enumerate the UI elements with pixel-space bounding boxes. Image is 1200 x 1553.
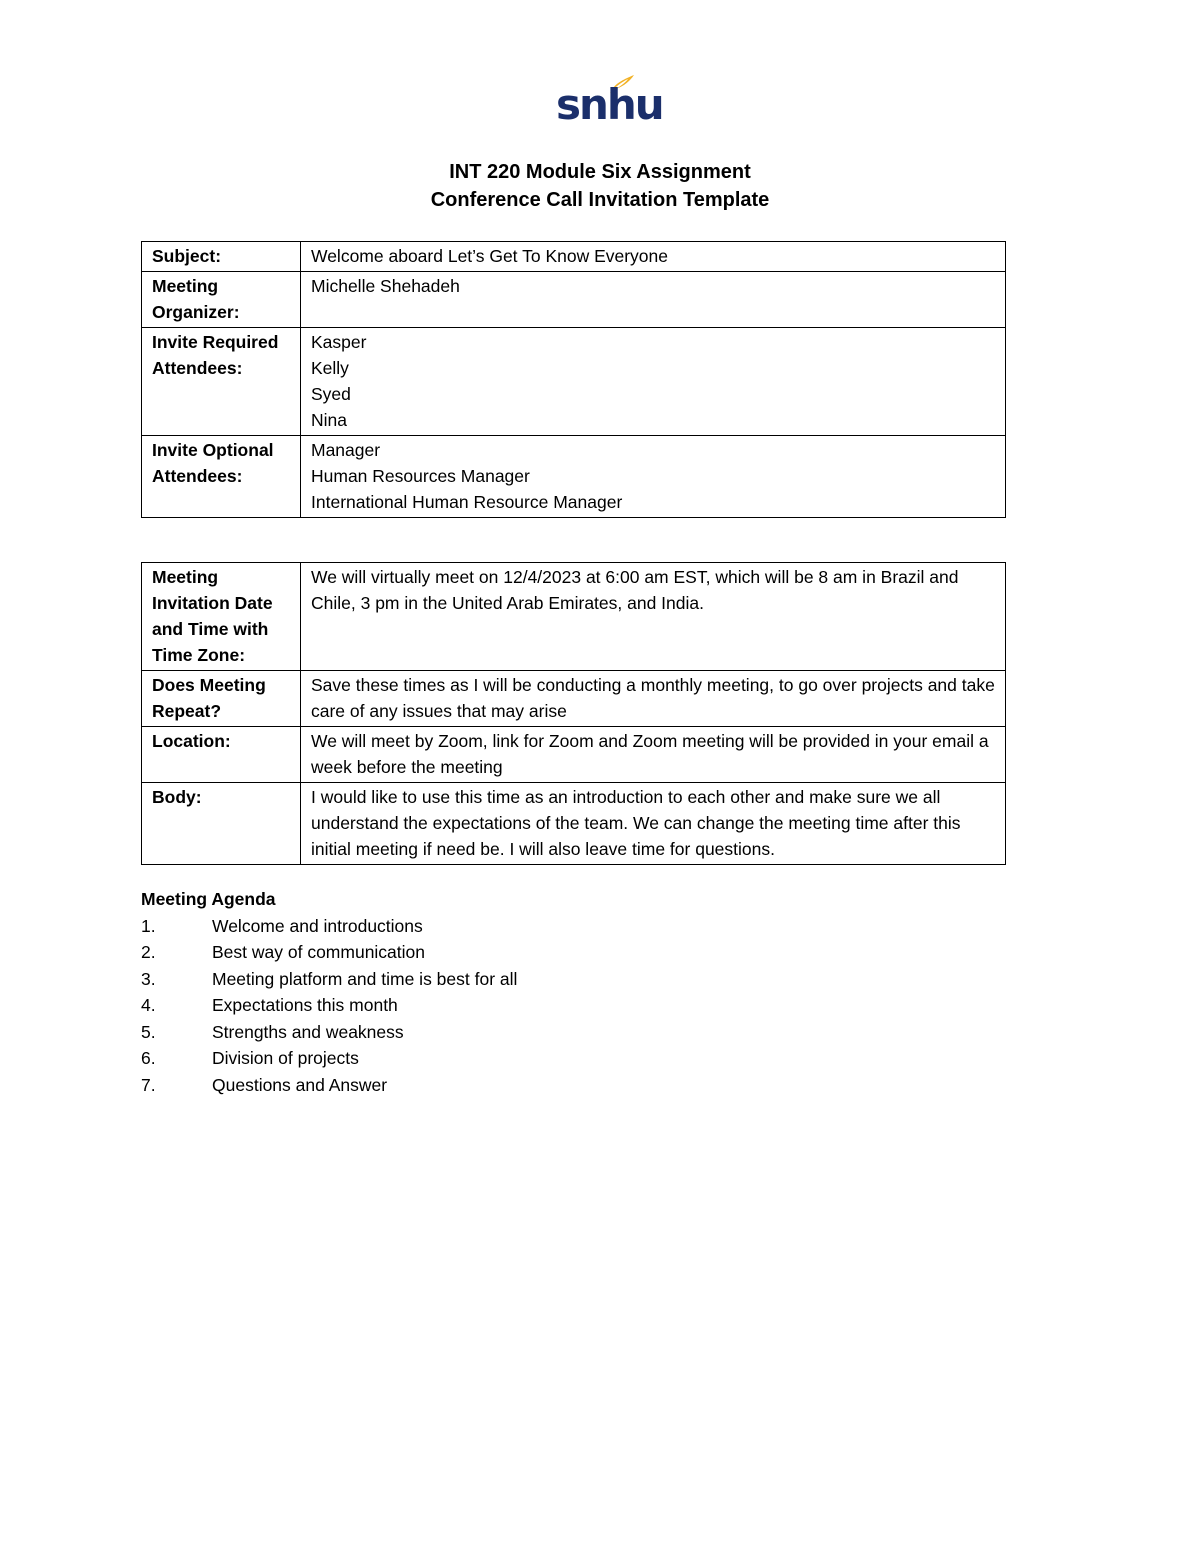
- list-number: 7.: [141, 1074, 156, 1095]
- list-item: [141, 1072, 388, 1099]
- row-label: Body:: [142, 783, 301, 865]
- meeting-agenda: [141, 886, 518, 1098]
- list-item: [141, 966, 518, 993]
- table-row: [142, 328, 1006, 436]
- list-text: Best way of communication: [212, 942, 426, 962]
- list-number: 6.: [141, 1048, 156, 1068]
- title-line-1: INT 220 Module Six Assignment: [449, 161, 751, 183]
- value-line: Kelly: [311, 358, 349, 378]
- list-number: 4.: [141, 995, 156, 1015]
- value-line: Kasper: [311, 332, 367, 352]
- logo-text: snhu: [556, 80, 663, 129]
- table-row: [142, 242, 1006, 272]
- row-label: Location:: [142, 727, 301, 783]
- table-row: [142, 563, 1006, 671]
- list-text: Welcome and introductions: [212, 915, 423, 936]
- invitation-details-table: [141, 241, 1006, 518]
- table-row: [142, 783, 1006, 865]
- row-value: We will meet by Zoom, link for Zoom and Zoom meeting will be provided in your email a week before the meeting: [301, 727, 1006, 783]
- value-line: Human Resources Manager: [311, 466, 530, 486]
- title-line-2: Conference Call Invitation Template: [430, 189, 770, 211]
- row-label: Subject:: [142, 242, 301, 272]
- document-title: [0, 158, 1200, 214]
- list-text: Questions and Answer: [212, 1074, 388, 1095]
- row-value: [301, 272, 1006, 328]
- row-label: Meeting Organizer:: [142, 272, 301, 328]
- list-item: [141, 939, 426, 966]
- list-number: 2.: [141, 942, 156, 962]
- snhu-logo: [556, 74, 663, 134]
- row-value: We will virtually meet on 12/4/2023 at 6:00 am EST, which will be 8 am in Brazil and Chile, 3 pm in the United Arab Emirates, and India.: [301, 563, 1006, 671]
- row-label: Invite Required Attendees:: [142, 328, 301, 436]
- value-line: Michelle Shehadeh: [311, 276, 460, 296]
- table-row: [142, 272, 1006, 328]
- row-value: [301, 242, 1006, 272]
- row-label: Invite Optional Attendees:: [142, 436, 301, 518]
- list-text: Strengths and weakness: [212, 1021, 404, 1042]
- list-item: [141, 1045, 359, 1072]
- row-value: [301, 436, 1006, 518]
- table-row: [142, 436, 1006, 518]
- list-text: Expectations this month: [212, 995, 398, 1015]
- row-value: Save these times as I will be conducting a monthly meeting, to go over projects and take care of any issues that may arise: [301, 671, 1006, 727]
- value-line: Welcome aboard Let’s Get To Know Everyone: [311, 246, 669, 266]
- list-item: [141, 1019, 404, 1046]
- value-line: Nina: [311, 410, 347, 430]
- row-value: I would like to use this time as an introduction to each other and make sure we all understand the expectations of the team. We can change the meeting time after this initial meeting if need be. I will also leave time for questions.: [301, 783, 1006, 865]
- table-row: [142, 671, 1006, 727]
- value-line: International Human Resource Manager: [311, 492, 623, 512]
- meeting-details-table: [141, 562, 1006, 865]
- list-number: 1.: [141, 915, 156, 936]
- value-line: Manager: [311, 440, 381, 460]
- list-text: Meeting platform and time is best for all: [212, 968, 518, 989]
- table-row: [142, 727, 1006, 783]
- list-item: [141, 992, 398, 1019]
- agenda-title: Meeting Agenda: [141, 889, 276, 909]
- list-number: 5.: [141, 1021, 156, 1042]
- list-text: Division of projects: [212, 1048, 359, 1068]
- row-label: Does Meeting Repeat?: [142, 671, 301, 727]
- list-number: 3.: [141, 968, 156, 989]
- list-item: [141, 913, 423, 940]
- row-label: Meeting Invitation Date and Time with Time Zone:: [142, 563, 301, 671]
- value-line: Syed: [311, 384, 351, 404]
- row-value: [301, 328, 1006, 436]
